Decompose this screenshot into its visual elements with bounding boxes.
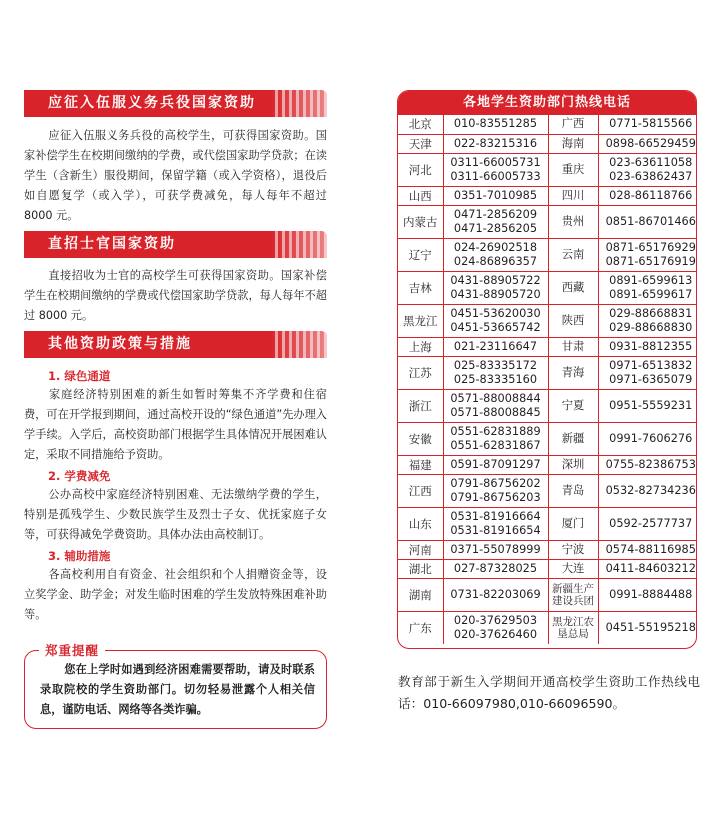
table-row	[398, 153, 697, 186]
subheading-green-channel: 1. 绿色通道	[48, 369, 111, 383]
region-name: 广西	[548, 115, 598, 134]
table-row	[398, 578, 697, 611]
region-phones	[443, 134, 548, 153]
table-row	[398, 356, 697, 389]
phone-number: 023-63611058	[609, 155, 693, 169]
notice-text	[40, 660, 315, 720]
region-phones	[443, 540, 548, 559]
phone-number: 0431-88905722	[450, 273, 541, 287]
region-phones	[598, 578, 697, 611]
section-title: 直招士官国家资助	[48, 236, 176, 252]
phone-number: 0791-86756202	[450, 476, 541, 490]
region-phones	[598, 304, 697, 337]
phone-number: 0431-88905720	[450, 287, 541, 301]
phone-number: 0451-53665742	[450, 320, 541, 334]
region-phones	[598, 271, 697, 304]
phone-number: 0891-6599617	[609, 287, 693, 301]
phone-number: 0311-66005733	[450, 169, 541, 183]
region-name: 青海	[548, 356, 598, 389]
region-name: 陕西	[548, 304, 598, 337]
region-phones	[443, 422, 548, 455]
region-phones	[598, 611, 697, 644]
region-phones	[598, 238, 697, 271]
table-row	[398, 540, 697, 559]
region-phones	[443, 304, 548, 337]
table-row	[398, 455, 697, 474]
phone-number: 023-63862437	[609, 169, 693, 183]
region-phones	[443, 186, 548, 205]
region-phones	[598, 474, 697, 507]
subheading-tuition-waiver: 2. 学费减免	[48, 469, 111, 483]
phone-number: 0571-88008845	[450, 405, 541, 419]
table-row	[398, 134, 697, 153]
region-phones	[598, 559, 697, 578]
region-name: 福建	[398, 455, 443, 474]
region-name: 辽宁	[398, 238, 443, 271]
table-row	[398, 337, 697, 356]
notice-title: 郑重提醒	[39, 641, 105, 659]
phone-number: 025-83335172	[453, 358, 538, 372]
phone-number: 0411-84603212	[605, 561, 696, 575]
table-row	[398, 507, 697, 540]
region-phones	[443, 578, 548, 611]
region-phones	[443, 271, 548, 304]
region-phones	[443, 205, 548, 238]
region-phones	[598, 153, 697, 186]
phone-number: 0731-82203069	[450, 587, 541, 601]
hotline-table	[398, 115, 697, 644]
region-phones	[598, 115, 697, 134]
table-row	[398, 205, 697, 238]
phone-number: 0531-81916664	[450, 509, 541, 523]
region-phones	[443, 455, 548, 474]
paragraph-text: 公办高校中家庭经济特别困难、无法缴纳学费的学生，特别是孤残学生、少数民族学生及烈士子女、优抚家庭子女等，可获得减免学费资助。具体办法由高校制订。	[24, 488, 327, 541]
region-name: 山东	[398, 507, 443, 540]
section-paragraph	[24, 565, 327, 625]
region-phones	[443, 389, 548, 422]
region-phones	[443, 559, 548, 578]
phone-number: 0551-62831889	[450, 424, 541, 438]
region-phones	[598, 186, 697, 205]
phone-number: 029-88668830	[609, 320, 693, 334]
phone-number: 0451-55195218	[605, 620, 696, 634]
phone-number: 0571-88008844	[450, 391, 541, 405]
phone-number: 022-83215316	[453, 136, 538, 150]
section-paragraph	[24, 126, 327, 226]
phone-number: 024-26902518	[453, 240, 538, 254]
section-paragraph	[24, 385, 327, 465]
phone-number: 029-88668831	[609, 306, 693, 320]
paragraph-text: 各高校利用自有资金、社会组织和个人捐赠资金等，设立奖学金、助学金；对发生临时困难的学生发放特殊困难补助等。	[24, 568, 327, 621]
phone-number: 0931-8812355	[609, 339, 693, 353]
region-name: 吉林	[398, 271, 443, 304]
phone-number: 0951-5559231	[609, 398, 693, 412]
region-name: 江西	[398, 474, 443, 507]
region-name: 海南	[548, 134, 598, 153]
region-name: 上海	[398, 337, 443, 356]
paragraph-text: 家庭经济特别困难的新生如暂时筹集不齐学费和住宿费，可在开学报到期间，通过高校开设的“绿色通道”先办理入学手续。入学后，高校资助部门根据学生具体情况开展困难认定，采取不同措施给予资助。	[24, 388, 327, 461]
phone-number: 028-86118766	[609, 188, 693, 202]
region-phones	[443, 115, 548, 134]
region-name: 甘肃	[548, 337, 598, 356]
phone-number: 025-83335160	[453, 372, 538, 386]
phone-number: 020-37629503	[453, 613, 538, 627]
phone-number: 0971-6513832	[609, 358, 693, 372]
phone-number: 0471-2856205	[453, 221, 538, 235]
phone-number: 0771-5815566	[609, 117, 693, 131]
region-phones	[443, 474, 548, 507]
table-row	[398, 474, 697, 507]
region-phones	[443, 507, 548, 540]
region-name: 黑龙江农垦总局	[548, 611, 598, 644]
phone-number: 020-37626460	[453, 627, 538, 641]
section-paragraph	[24, 266, 327, 326]
section-banner-other-policies	[24, 331, 327, 358]
region-name: 新疆	[548, 422, 598, 455]
phone-number: 0592-2577737	[609, 516, 693, 530]
hotline-table-container	[397, 90, 697, 649]
table-row	[398, 389, 697, 422]
region-name: 山西	[398, 186, 443, 205]
table-row	[398, 186, 697, 205]
phone-number: 021-23116647	[453, 339, 538, 353]
region-phones	[443, 337, 548, 356]
region-phones	[443, 153, 548, 186]
table-row	[398, 304, 697, 337]
region-phones	[598, 455, 697, 474]
region-name: 广东	[398, 611, 443, 644]
region-name: 内蒙古	[398, 205, 443, 238]
phone-number: 0551-62831867	[450, 438, 541, 452]
region-phones	[598, 389, 697, 422]
region-name: 青岛	[548, 474, 598, 507]
region-name: 云南	[548, 238, 598, 271]
phone-number: 0351-7010985	[453, 188, 538, 202]
region-phones	[598, 356, 697, 389]
table-row	[398, 611, 697, 644]
paragraph-text: 直接招收为士官的高校学生可获得国家资助。国家补偿学生在校期间缴纳的学费或代偿国家助学贷款，每人每年不超过 8000 元。	[24, 269, 327, 322]
table-row	[398, 559, 697, 578]
region-name: 黑龙江	[398, 304, 443, 337]
region-name: 浙江	[398, 389, 443, 422]
region-name: 河南	[398, 540, 443, 559]
phone-number: 0311-66005731	[450, 155, 541, 169]
table-row	[398, 422, 697, 455]
region-name: 湖南	[398, 578, 443, 611]
region-phones	[598, 422, 697, 455]
region-phones	[598, 134, 697, 153]
section-banner-sergeant	[24, 231, 327, 258]
hotline-footer-note: 教育部于新生入学期间开通高校学生资助工作热线电话：010-66097980,010-66096590。	[398, 674, 700, 711]
phone-number: 0991-7606276	[609, 431, 693, 445]
region-name: 宁波	[548, 540, 598, 559]
region-phones	[598, 205, 697, 238]
table-row	[398, 115, 697, 134]
table-row	[398, 238, 697, 271]
phone-number: 0531-81916654	[450, 523, 541, 537]
subheading-auxiliary-measures: 3. 辅助措施	[48, 549, 111, 563]
phone-number: 010-83551285	[453, 117, 538, 131]
section-title: 其他资助政策与措施	[48, 336, 192, 352]
banner-fade	[271, 231, 327, 258]
phone-number: 0851-86701466	[605, 214, 696, 228]
region-name: 新疆生产建设兵团	[548, 578, 598, 611]
region-name: 厦门	[548, 507, 598, 540]
banner-fade	[271, 90, 327, 117]
phone-number: 027-87328025	[453, 561, 538, 575]
banner-fade	[271, 331, 327, 358]
phone-number: 024-86896357	[453, 254, 538, 268]
region-phones	[443, 356, 548, 389]
phone-number: 0471-2856209	[453, 207, 538, 221]
hotline-table-title: 各地学生资助部门热线电话	[398, 91, 696, 115]
region-phones	[598, 540, 697, 559]
notice-box	[24, 643, 327, 729]
phone-number: 0871-65176929	[605, 240, 696, 254]
region-name: 宁夏	[548, 389, 598, 422]
phone-number: 0891-6599613	[609, 273, 693, 287]
section-banner-conscription	[24, 90, 327, 117]
region-name: 大连	[548, 559, 598, 578]
section-title: 应征入伍服义务兵役国家资助	[48, 95, 256, 111]
phone-number: 0898-66529459	[605, 136, 696, 150]
region-phones	[443, 611, 548, 644]
region-name: 安徽	[398, 422, 443, 455]
phone-number: 0451-53620030	[450, 306, 541, 320]
region-phones	[443, 238, 548, 271]
section-paragraph	[24, 485, 327, 545]
phone-number: 0591-87091297	[450, 457, 541, 471]
region-name: 贵州	[548, 205, 598, 238]
region-name: 北京	[398, 115, 443, 134]
region-name: 四川	[548, 186, 598, 205]
phone-number: 0871-65176919	[605, 254, 696, 268]
paragraph-text: 应征入伍服义务兵役的高校学生，可获得国家资助。国家补偿学生在校期间缴纳的学费，或代偿国家助学贷款；在读学生（含新生）服役期间，保留学籍（或入学资格），退役后如自愿复学（或入学），可获学费减免，每人每年不超过 8000 元。	[24, 129, 327, 222]
table-row	[398, 271, 697, 304]
phone-number: 0574-88116985	[605, 542, 696, 556]
phone-number: 0971-6365079	[609, 372, 693, 386]
region-name: 重庆	[548, 153, 598, 186]
region-name: 江苏	[398, 356, 443, 389]
region-name: 天津	[398, 134, 443, 153]
region-phones	[598, 507, 697, 540]
phone-number: 0371-55078999	[450, 542, 541, 556]
phone-number: 0791-86756203	[450, 490, 541, 504]
region-name: 湖北	[398, 559, 443, 578]
notice-body: 您在上学时如遇到经济困难需要帮助，请及时联系录取院校的学生资助部门。切勿轻易泄露个人相关信息，谨防电话、网络等各类诈骗。	[40, 663, 315, 716]
region-name: 河北	[398, 153, 443, 186]
region-name: 深圳	[548, 455, 598, 474]
phone-number: 0991-8884488	[609, 587, 693, 601]
region-phones	[598, 337, 697, 356]
phone-number: 0755-82386753	[605, 457, 696, 471]
region-name: 西藏	[548, 271, 598, 304]
phone-number: 0532-82734236	[605, 483, 696, 497]
